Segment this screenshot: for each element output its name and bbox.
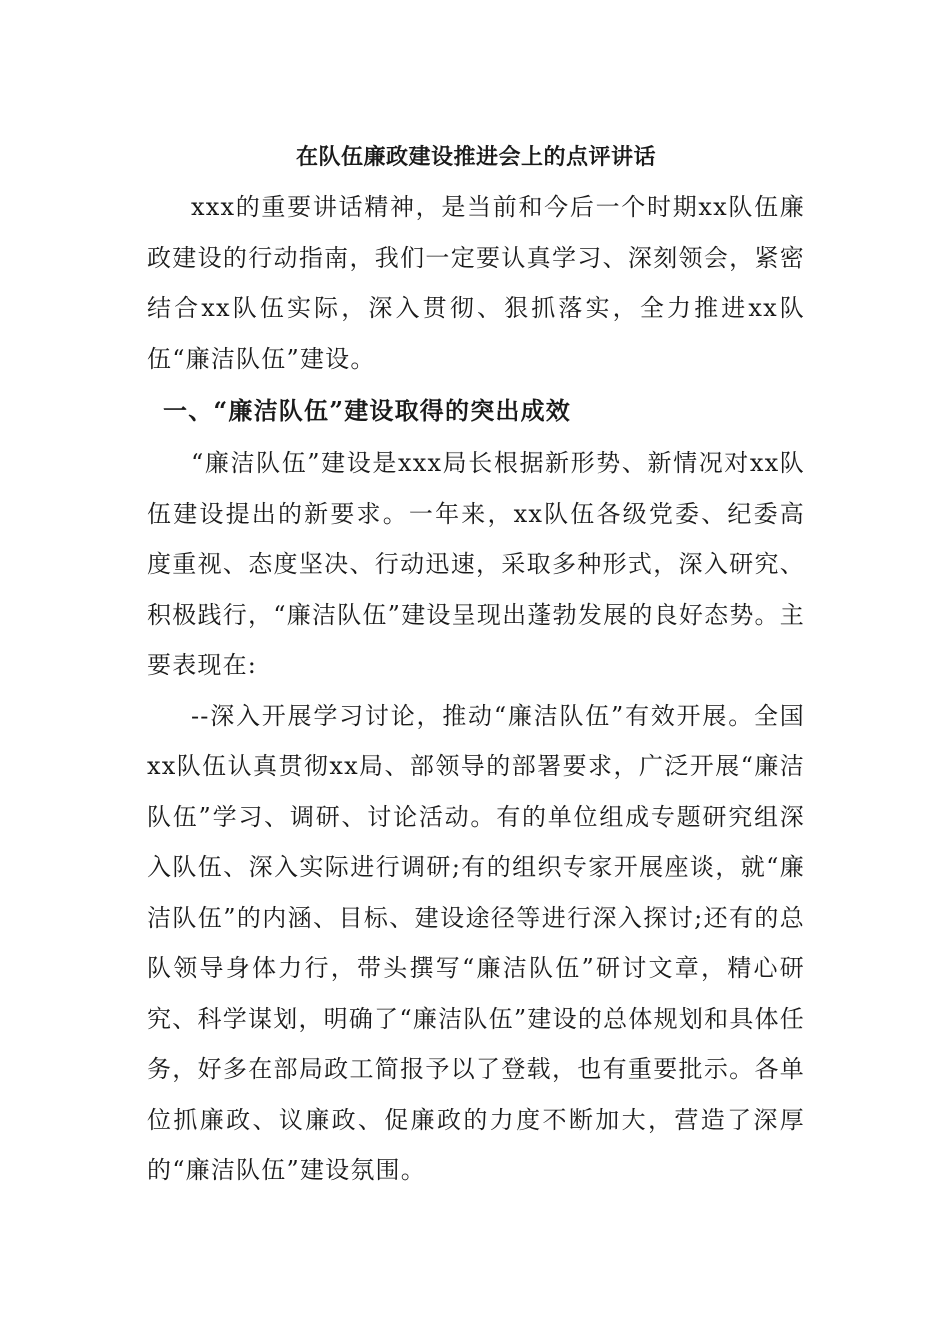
body-paragraph: “廉洁队伍”建设是xxx局长根据新形势、新情况对xx队伍建设提出的新要求。一年来，xx队伍各级党委、纪委高度重视、态度坚决、行动迅速，采取多种形式，深入研究、积极践行，“廉洁队伍”建设呈现出蓬勃发展的良好态势。主要表现在:	[147, 449, 805, 679]
document-title: 在队伍廉政建设推进会上的点评讲话	[295, 144, 656, 170]
body-paragraph: --深入开展学习讨论，推动“廉洁队伍”有效开展。全国xx队伍认真贯彻xx局、部领导的部署要求，广泛开展“廉洁队伍”学习、调研、讨论活动。有的单位组成专题研究组深入队伍、深入实际进行调研;有的组织专家开展座谈，就“廉洁队伍”的内涵、目标、建设途径等进行深入探讨;还有的总队领导身体力行，带头撰写“廉洁队伍”研讨文章，精心研究、科学谋划，明确了“廉洁队伍”建设的总体规划和具体任务，好多在部局政工简报予以了登载，也有重要批示。各单位抓廉政、议廉政、促廉政的力度不断加大，营造了深厚的“廉洁队伍”建设氛围。	[147, 701, 805, 1184]
document-page	[147, 132, 805, 1196]
intro-paragraph: xxx的重要讲话精神，是当前和今后一个时期xx队伍廉政建设的行动指南，我们一定要认真学习、深刻领会，紧密结合xx队伍实际，深入贯彻、狠抓落实，全力推进xx队伍“廉洁队伍”建设。	[147, 193, 805, 373]
section-heading: 一、“廉洁队伍”建设取得的突出成效	[163, 396, 572, 425]
